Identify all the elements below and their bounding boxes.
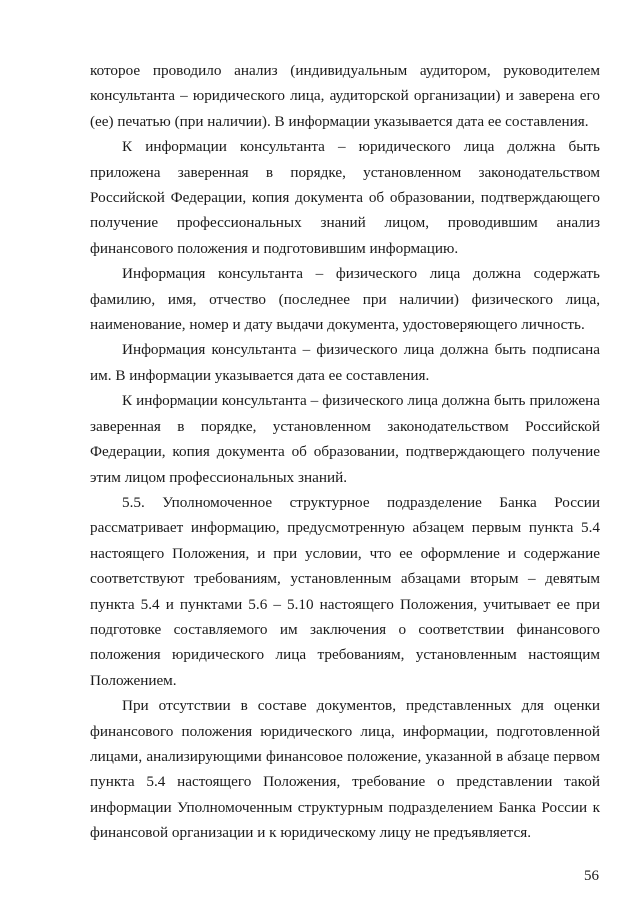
document-body	[90, 58, 600, 846]
paragraph-individual-info-content: Информация консультанта – физического лица должна содержать фамилию, имя, отчество (последнее при наличии) физического лица, наименование, номер и дату выдачи документа, удостоверяющего личность.	[90, 265, 600, 334]
paragraph-individual-signature: Информация консультанта – физического лица должна быть подписана им. В информации указывается дата ее составления.	[90, 341, 600, 384]
paragraph-continuation: которое проводило анализ (индивидуальным аудитором, руководителем консультанта – юридического лица, аудиторской организации) и заверена его (ее) печатью (при наличии). В информации указывается дата ее составления.	[90, 62, 600, 130]
paragraph-clause-5-5: 5.5. Уполномоченное структурное подразделение Банка России рассматривает информацию, предусмотренную абзацем первым пункта 5.4 настоящего Положения, и при условии, что ее оформление и содержание соответствуют требованиям, установленным абзацами вторым – девятым пункта 5.4 и пунктами 5.6 – 5.10 настоящего Положения, учитывает ее при подготовке составляемого им заключения о соответствии финансового положения юридического лица требованиям, установленным настоящим Положением.	[90, 493, 600, 689]
page-number: 56	[584, 868, 599, 884]
paragraph-legal-entity-attachment: К информации консультанта – юридического лица должна быть приложена заверенная в порядке, установленном законодательством Российской Федерации, копия документа об образовании, подтверждающего получение профессиональных знаний лицом, проводившим анализ финансового положения и подготовившим информацию.	[90, 138, 600, 257]
paragraph-individual-attachment: К информации консультанта – физического лица должна быть приложена заверенная в порядке, установленном законодательством Российской Федерации, копия документа об образовании, подтверждающего получение этим лицом профессиональных знаний.	[90, 392, 600, 486]
paragraph-absence-of-information: При отсутствии в составе документов, представленных для оценки финансового положения юридического лица, информации, подготовленной лицами, анализирующими финансовое положение, указанной в абзаце первом пункта 5.4 настоящего Положения, требование о представлении такой информации Уполномоченным структурным подразделением Банка России к финансовой организации и к юридическому лицу не предъявляется.	[90, 697, 600, 842]
